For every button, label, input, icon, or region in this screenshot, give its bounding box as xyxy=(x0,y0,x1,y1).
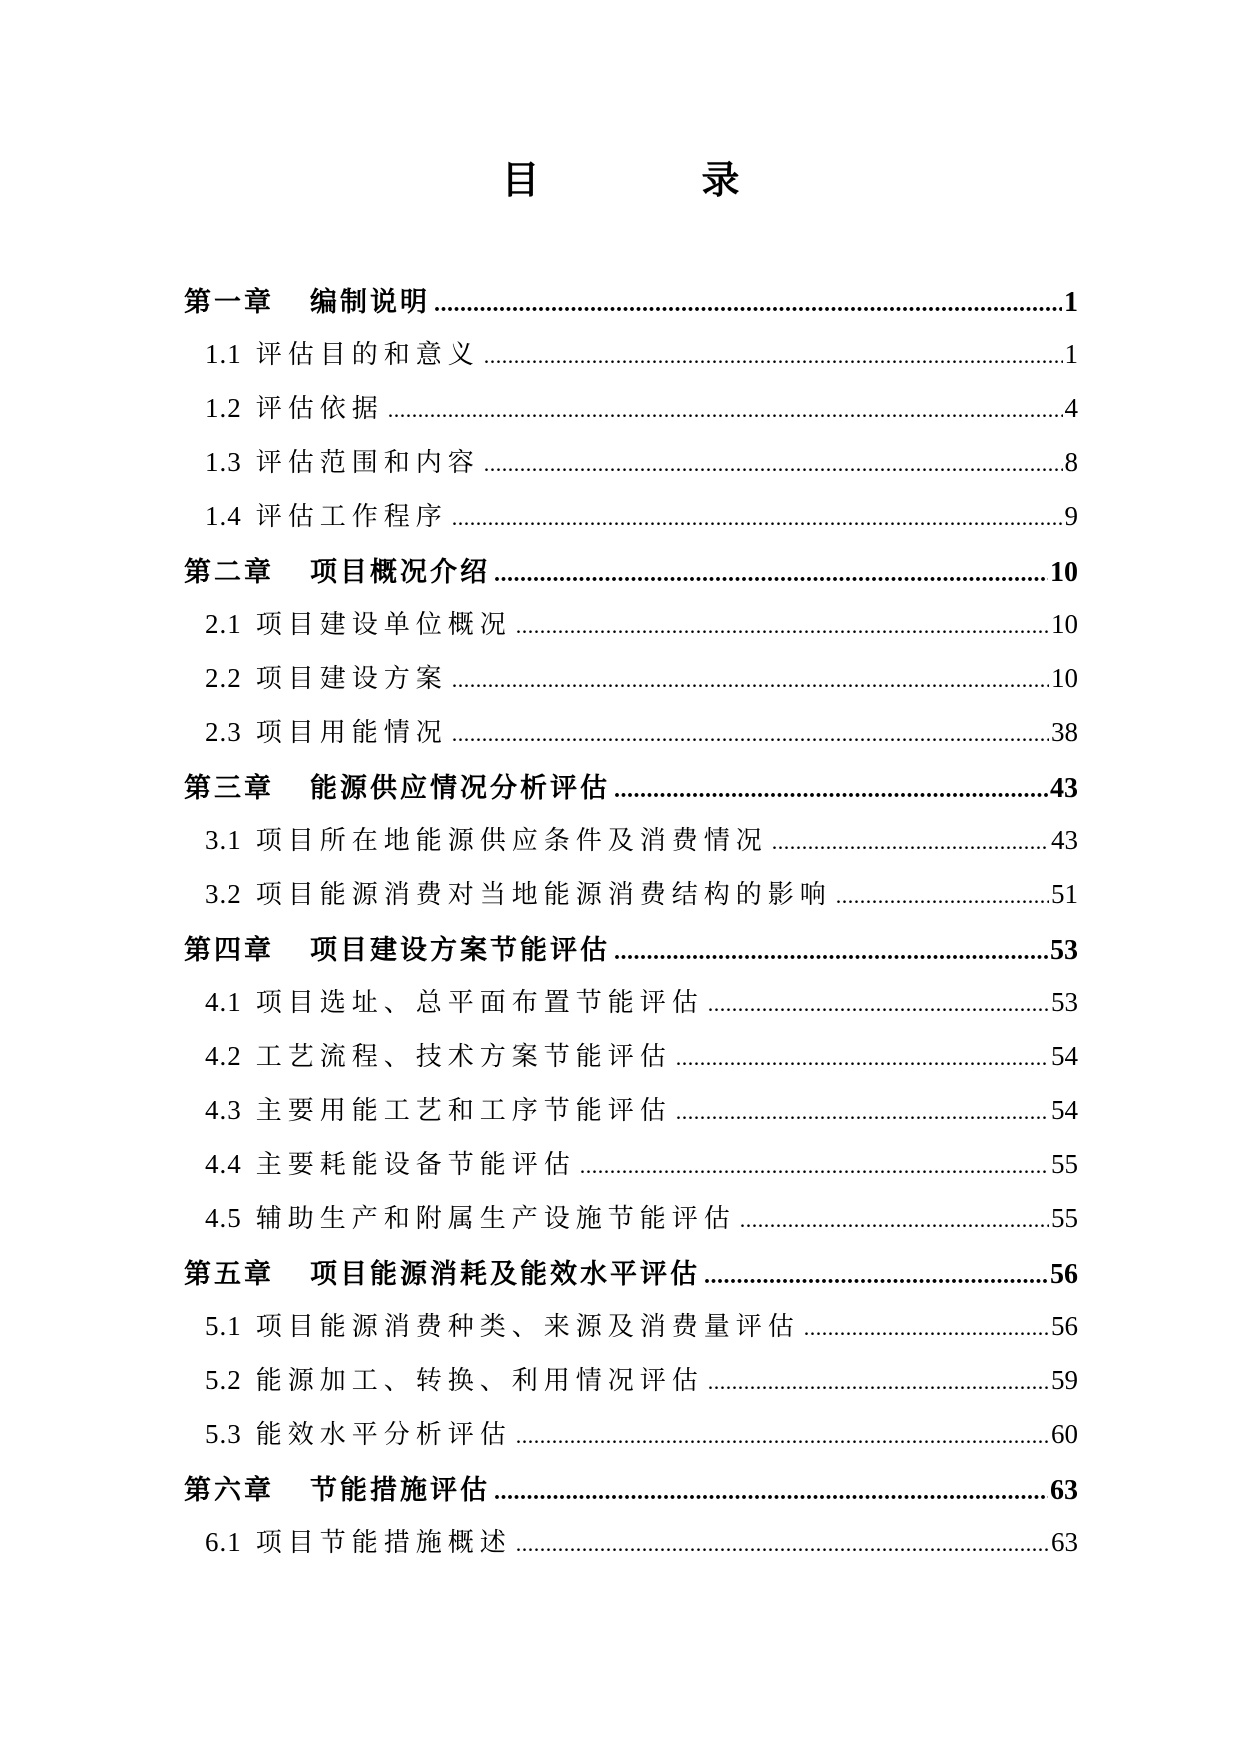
toc-entry-title: 项目能源消费种类、来源及消费量评估 xyxy=(255,1312,800,1342)
toc-entry-row xyxy=(205,982,1078,1022)
toc-entry-number: 第四章 xyxy=(184,935,274,966)
toc-entry-number: 4.5 xyxy=(205,1203,242,1233)
toc-entry-row xyxy=(205,874,1078,914)
toc-entry-number: 3.1 xyxy=(205,825,242,855)
toc-entry-number: 5.2 xyxy=(205,1365,242,1395)
toc-dot-leader xyxy=(516,1423,1049,1449)
toc-dot-leader xyxy=(740,1207,1049,1233)
toc-entry-title: 项目节能措施概述 xyxy=(255,1528,512,1558)
toc-dot-leader xyxy=(516,613,1049,639)
toc-dot-leader xyxy=(580,1153,1049,1179)
toc-page-number: 4 xyxy=(1064,393,1078,423)
toc-dot-leader xyxy=(452,721,1049,747)
toc-page-number: 8 xyxy=(1064,447,1078,477)
toc-entry-row xyxy=(184,928,1078,968)
toc-page-number: 63 xyxy=(1050,1475,1078,1506)
toc-chapter-entry[interactable] xyxy=(184,266,1078,320)
toc-dot-leader xyxy=(614,939,1048,966)
toc-page-number: 43 xyxy=(1051,825,1078,855)
toc-section-entry[interactable] xyxy=(184,1184,1078,1238)
toc-entry-row xyxy=(205,658,1078,698)
toc-entry-row xyxy=(184,550,1078,590)
toc-page-number: 9 xyxy=(1064,501,1078,531)
toc-section-entry[interactable] xyxy=(184,1346,1078,1400)
toc-dot-leader xyxy=(452,505,1063,531)
toc-entry-row xyxy=(205,388,1078,428)
toc-entry-title: 能源供应情况分析评估 xyxy=(310,773,610,804)
toc-section-entry[interactable] xyxy=(184,482,1078,536)
toc-entry-title: 项目概况介绍 xyxy=(310,557,490,588)
toc-entry-number: 1.3 xyxy=(205,447,242,477)
toc-dot-leader xyxy=(452,667,1049,693)
toc-entry-row xyxy=(184,1468,1078,1508)
toc-entry-title: 主要耗能设备节能评估 xyxy=(255,1150,576,1180)
toc-entry-title: 评估依据 xyxy=(255,394,384,424)
toc-section-entry[interactable] xyxy=(184,644,1078,698)
toc-entry-row xyxy=(184,1252,1078,1292)
toc-dot-leader xyxy=(434,291,1062,318)
toc-dot-leader xyxy=(484,451,1063,477)
toc-page-number: 10 xyxy=(1051,609,1078,639)
toc-dot-leader xyxy=(388,397,1063,423)
toc-entry-number: 1.4 xyxy=(205,501,242,531)
toc-entry-number: 5.3 xyxy=(205,1419,242,1449)
toc-dot-leader xyxy=(494,561,1048,588)
toc-entry-title: 项目选址、总平面布置节能评估 xyxy=(255,988,704,1018)
toc-entry-title: 评估工作程序 xyxy=(255,502,448,532)
toc-page-number: 59 xyxy=(1051,1365,1078,1395)
toc-page-number: 51 xyxy=(1051,879,1078,909)
toc-dot-leader xyxy=(494,1479,1048,1506)
toc-chapter-entry[interactable] xyxy=(184,752,1078,806)
toc-entry-title: 项目建设方案节能评估 xyxy=(310,935,610,966)
toc-page-number: 10 xyxy=(1050,557,1078,588)
page-title: 目 录 xyxy=(501,158,802,202)
toc-entry-row xyxy=(205,1360,1078,1400)
toc-section-entry[interactable] xyxy=(184,590,1078,644)
toc-dot-leader xyxy=(484,343,1063,369)
toc-section-entry[interactable] xyxy=(184,1400,1078,1454)
toc-page-number: 38 xyxy=(1051,717,1078,747)
toc-page-number: 53 xyxy=(1051,987,1078,1017)
toc-page-number: 56 xyxy=(1050,1259,1078,1290)
toc-dot-leader xyxy=(708,991,1049,1017)
table-of-contents xyxy=(184,266,1078,1562)
toc-entry-number: 2.3 xyxy=(205,717,242,747)
toc-entry-number: 第六章 xyxy=(184,1475,274,1506)
toc-entry-title: 项目用能情况 xyxy=(255,718,448,748)
toc-page-number: 53 xyxy=(1050,935,1078,966)
toc-entry-row xyxy=(205,820,1078,860)
toc-dot-leader xyxy=(804,1315,1049,1341)
toc-entry-row xyxy=(205,604,1078,644)
toc-page-number: 1 xyxy=(1064,339,1078,369)
toc-section-entry[interactable] xyxy=(184,1292,1078,1346)
toc-entry-title: 主要用能工艺和工序节能评估 xyxy=(255,1096,672,1126)
toc-section-entry[interactable] xyxy=(184,374,1078,428)
toc-entry-title: 项目能源消耗及能效水平评估 xyxy=(310,1259,700,1290)
toc-entry-number: 第五章 xyxy=(184,1259,274,1290)
toc-entry-row xyxy=(205,496,1078,536)
toc-page-number: 54 xyxy=(1051,1095,1078,1125)
toc-entry-row xyxy=(205,1144,1078,1184)
toc-section-entry[interactable] xyxy=(184,1076,1078,1130)
toc-entry-title: 能源加工、转换、利用情况评估 xyxy=(255,1366,704,1396)
toc-entry-title: 能效水平分析评估 xyxy=(255,1420,512,1450)
toc-chapter-entry[interactable] xyxy=(184,1238,1078,1292)
toc-section-entry[interactable] xyxy=(184,1130,1078,1184)
toc-entry-row xyxy=(205,1306,1078,1346)
toc-entry-row xyxy=(205,1522,1078,1562)
toc-entry-number: 第三章 xyxy=(184,773,274,804)
toc-chapter-entry[interactable] xyxy=(184,536,1078,590)
toc-entry-row xyxy=(205,1414,1078,1454)
toc-page-number: 55 xyxy=(1051,1203,1078,1233)
toc-entry-number: 4.2 xyxy=(205,1041,242,1071)
toc-entry-title: 项目所在地能源供应条件及消费情况 xyxy=(255,826,768,856)
toc-entry-number: 4.4 xyxy=(205,1149,242,1179)
toc-entry-title: 评估目的和意义 xyxy=(255,340,480,370)
toc-page-number: 60 xyxy=(1051,1419,1078,1449)
toc-dot-leader xyxy=(516,1531,1049,1557)
toc-chapter-entry[interactable] xyxy=(184,1454,1078,1508)
toc-entry-title: 项目能源消费对当地能源消费结构的影响 xyxy=(255,880,832,910)
toc-chapter-entry[interactable] xyxy=(184,914,1078,968)
toc-entry-row xyxy=(184,766,1078,806)
toc-entry-row xyxy=(205,1198,1078,1238)
toc-section-entry[interactable] xyxy=(184,860,1078,914)
toc-entry-number: 6.1 xyxy=(205,1527,242,1557)
toc-entry-number: 5.1 xyxy=(205,1311,242,1341)
toc-entry-row xyxy=(205,1090,1078,1130)
toc-section-entry[interactable] xyxy=(184,698,1078,752)
toc-section-entry[interactable] xyxy=(184,320,1078,374)
toc-entry-title: 辅助生产和附属生产设施节能评估 xyxy=(255,1204,736,1234)
toc-entry-number: 4.3 xyxy=(205,1095,242,1125)
toc-entry-number: 4.1 xyxy=(205,987,242,1017)
toc-entry-number: 1.1 xyxy=(205,339,242,369)
toc-dot-leader xyxy=(614,777,1048,804)
toc-entry-row xyxy=(184,280,1078,320)
toc-page-number: 10 xyxy=(1051,663,1078,693)
toc-page-number: 43 xyxy=(1050,773,1078,804)
toc-section-entry[interactable] xyxy=(184,428,1078,482)
toc-dot-leader xyxy=(708,1369,1049,1395)
toc-entry-number: 第一章 xyxy=(184,287,274,318)
toc-entry-row xyxy=(205,442,1078,482)
toc-page-number: 63 xyxy=(1051,1527,1078,1557)
toc-entry-title: 编制说明 xyxy=(310,287,430,318)
toc-section-entry[interactable] xyxy=(184,1508,1078,1562)
toc-entry-title: 工艺流程、技术方案节能评估 xyxy=(255,1042,672,1072)
toc-entry-number: 3.2 xyxy=(205,879,242,909)
toc-entry-number: 第二章 xyxy=(184,557,274,588)
toc-entry-row xyxy=(205,334,1078,374)
toc-entry-number: 2.2 xyxy=(205,663,242,693)
toc-dot-leader xyxy=(704,1263,1048,1290)
toc-entry-row xyxy=(205,1036,1078,1076)
toc-page-number: 55 xyxy=(1051,1149,1078,1179)
toc-section-entry[interactable] xyxy=(184,968,1078,1022)
toc-dot-leader xyxy=(676,1099,1049,1125)
toc-entry-title: 项目建设单位概况 xyxy=(255,610,512,640)
toc-entry-row xyxy=(205,712,1078,752)
toc-section-entry[interactable] xyxy=(184,806,1078,860)
toc-entry-number: 2.1 xyxy=(205,609,242,639)
toc-dot-leader xyxy=(676,1045,1049,1071)
toc-page-number: 56 xyxy=(1051,1311,1078,1341)
toc-entry-title: 节能措施评估 xyxy=(310,1475,490,1506)
toc-dot-leader xyxy=(836,883,1049,909)
toc-entry-number: 1.2 xyxy=(205,393,242,423)
toc-page-number: 54 xyxy=(1051,1041,1078,1071)
toc-section-entry[interactable] xyxy=(184,1022,1078,1076)
toc-entry-title: 评估范围和内容 xyxy=(255,448,480,478)
toc-dot-leader xyxy=(772,829,1049,855)
toc-entry-title: 项目建设方案 xyxy=(255,664,448,694)
toc-page-number: 1 xyxy=(1064,287,1078,318)
